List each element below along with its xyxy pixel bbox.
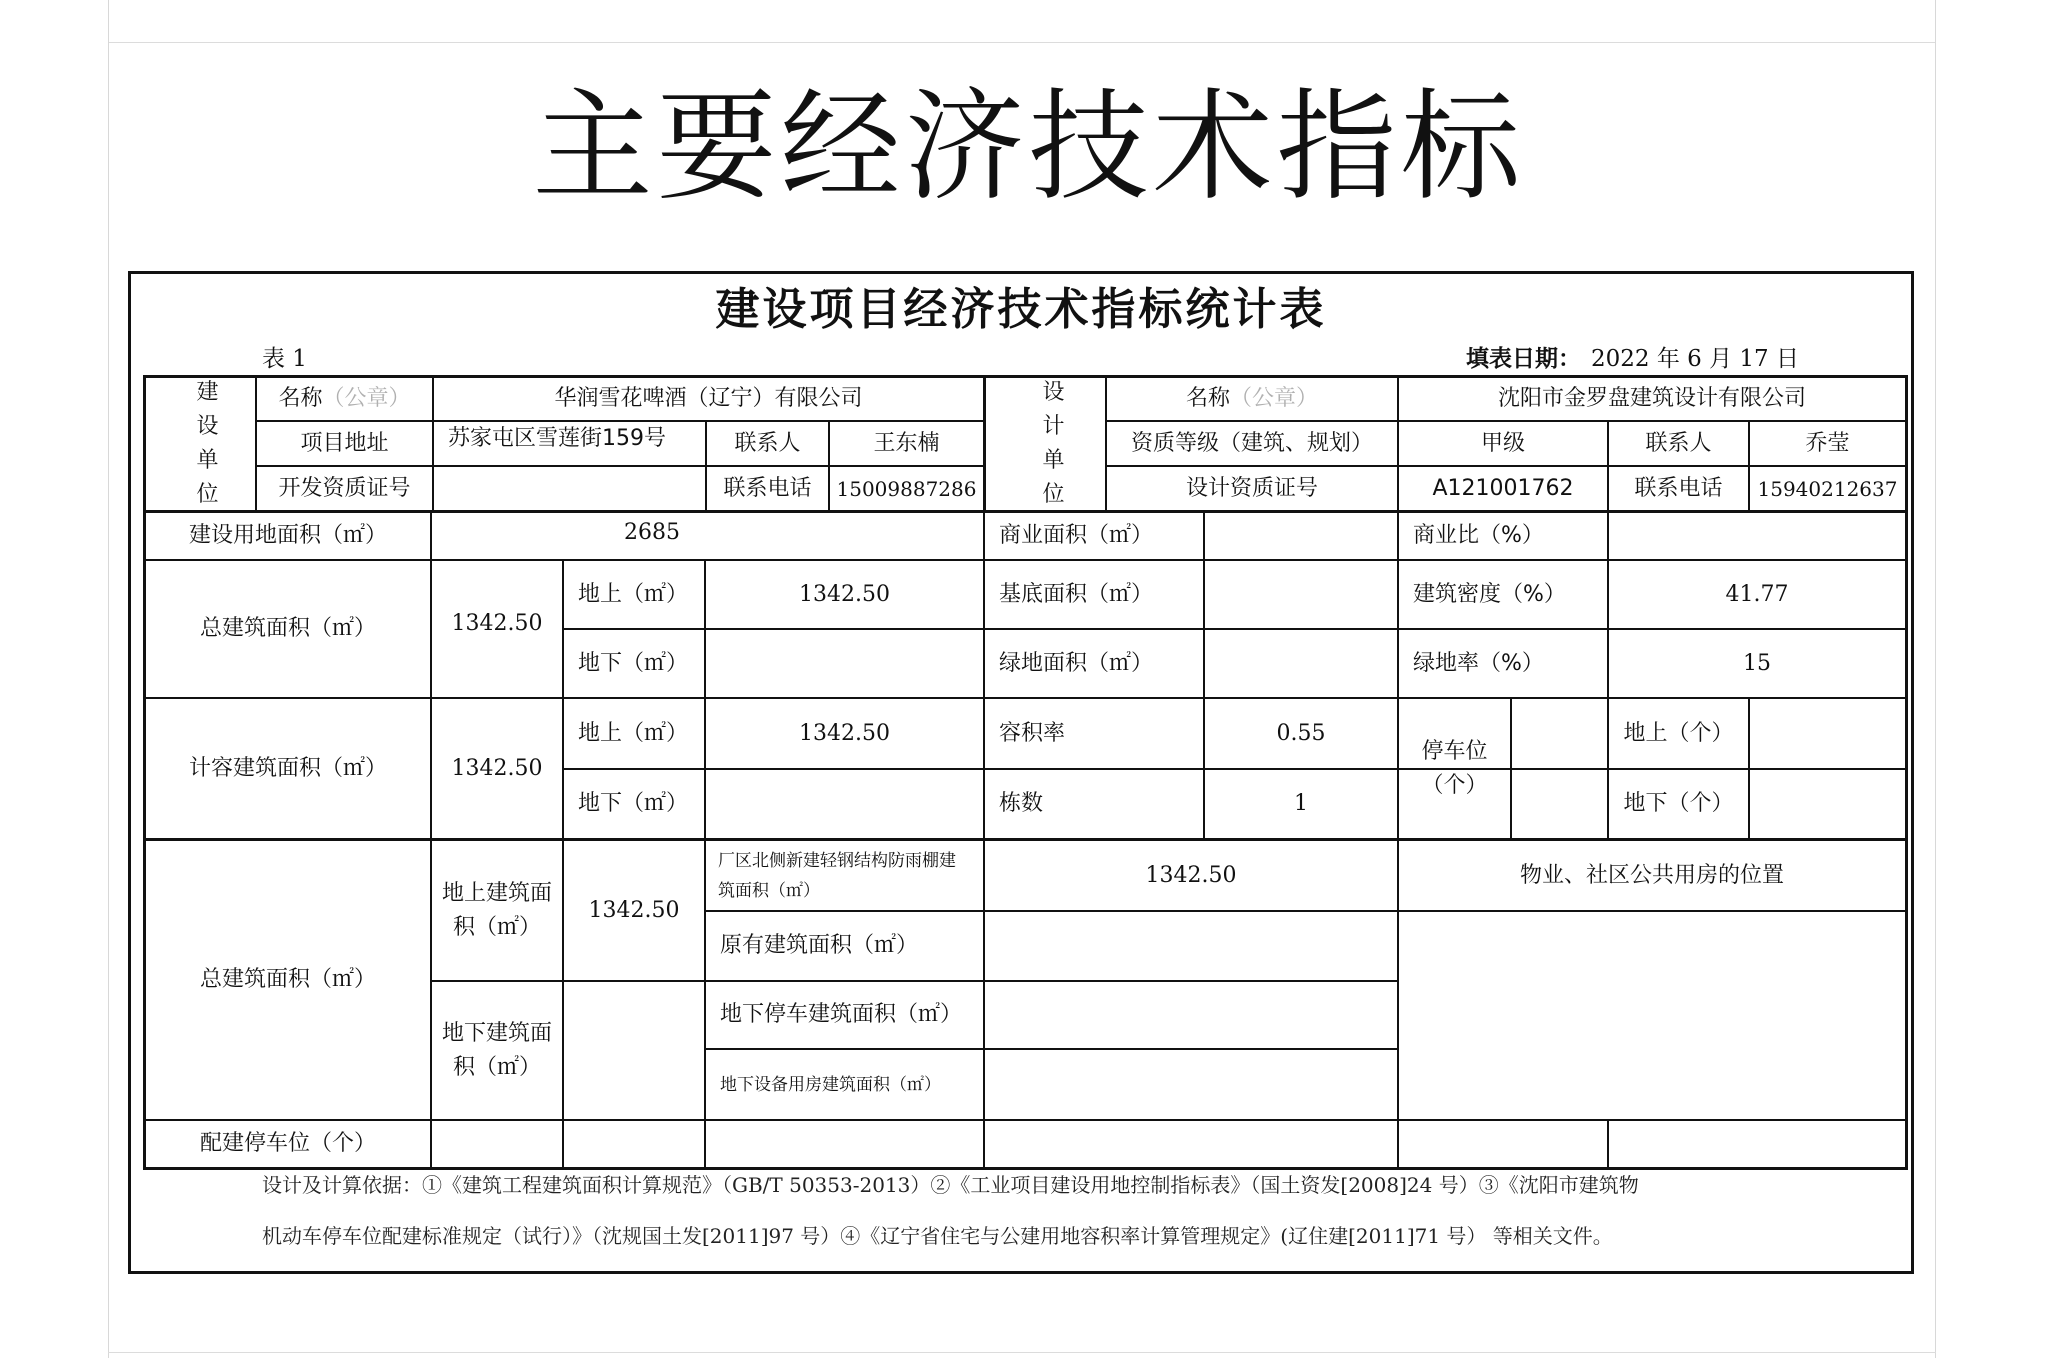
design-phone-label: 联系电话 bbox=[1634, 475, 1723, 501]
construction-address-label: 项目地址 bbox=[300, 430, 389, 456]
design-cert-label: 设计资质证号 bbox=[1185, 475, 1318, 501]
underground-equipment-area-label: 地下设备用房建筑面积（㎡） bbox=[720, 1074, 941, 1095]
design-contact-value: 乔莹 bbox=[1805, 430, 1850, 456]
total-area-label: 总建筑面积（㎡） bbox=[199, 616, 376, 641]
design-contact-label: 联系人 bbox=[1645, 430, 1712, 456]
fill-date-label: 填表日期： bbox=[1466, 346, 1581, 372]
total-area-value: 1342.50 bbox=[451, 611, 543, 636]
green-area-label: 绿地面积（㎡） bbox=[999, 650, 1154, 676]
parking-spaces-label: 配建停车位（个） bbox=[199, 1131, 376, 1156]
density-label: 建筑密度（%） bbox=[1413, 581, 1566, 607]
commercial-ratio-label: 商业比（%） bbox=[1413, 523, 1544, 548]
fill-date bbox=[1466, 340, 1799, 373]
far-label: 容积率 bbox=[999, 720, 1066, 746]
design-grade-label: 资质等级（建筑、规划） bbox=[1130, 430, 1373, 456]
construction-phone-label: 联系电话 bbox=[723, 475, 812, 501]
breakdown-total-label: 总建筑面积（㎡） bbox=[199, 967, 376, 992]
construction-name-label-text: 名称 bbox=[278, 385, 323, 411]
green-ratio-label: 绿地率（%） bbox=[1413, 650, 1544, 676]
construction-name-value: 华润雪花啤酒（辽宁）有限公司 bbox=[554, 385, 863, 411]
far-above-value: 1342.50 bbox=[799, 720, 890, 746]
total-above-label: 地上（㎡） bbox=[578, 581, 689, 607]
page-title: 主要经济技术指标 bbox=[532, 78, 1525, 217]
form-title: 建设项目经济技术指标统计表 bbox=[715, 284, 1327, 335]
grid-v bbox=[1748, 697, 1750, 840]
base-area-label: 基底面积（㎡） bbox=[999, 581, 1154, 607]
parking-below-label: 地下（个） bbox=[1623, 791, 1734, 816]
far-area-value: 1342.50 bbox=[451, 755, 543, 781]
footer-basis-line-1: 设计及计算依据：①《建筑工程建筑面积计算规范》（GB/T 50353-2013）②《工业项目建设用地控制指标表》（国土资发[2008]24 号）③《沈阳市建筑物 bbox=[262, 1173, 1639, 1197]
buildings-value: 1 bbox=[1294, 791, 1308, 816]
design-name-label-text: 名称 bbox=[1185, 385, 1230, 411]
shed-area-value: 1342.50 bbox=[1145, 862, 1237, 888]
far-value: 0.55 bbox=[1276, 720, 1326, 746]
parking-above-label: 地上（个） bbox=[1623, 720, 1734, 746]
unit-divider bbox=[983, 375, 986, 512]
underground-parking-area-label: 地下停车建筑面积（㎡） bbox=[720, 1002, 963, 1027]
density-value: 41.77 bbox=[1725, 581, 1789, 607]
above-ground-area-value: 1342.50 bbox=[588, 897, 680, 923]
construction-contact-label: 联系人 bbox=[734, 430, 801, 456]
shed-area-label: 厂区北侧新建轻钢结构防雨棚建筑面积（㎡） bbox=[718, 850, 956, 901]
construction-name-label bbox=[257, 377, 432, 420]
table-number: 表 1 bbox=[262, 346, 307, 372]
property-location-label: 物业、社区公共用房的位置 bbox=[1519, 862, 1784, 888]
construction-phone-value: 15009887286 bbox=[836, 476, 977, 501]
commercial-area-label: 商业面积（㎡） bbox=[999, 523, 1154, 548]
construction-unit-label: 建设单位 bbox=[196, 379, 219, 507]
land-area-value: 2685 bbox=[624, 520, 680, 545]
parking-label: 停车位（个） bbox=[1421, 738, 1488, 798]
green-ratio-value: 15 bbox=[1743, 650, 1771, 676]
table-border-right bbox=[1905, 375, 1908, 1170]
construction-seal-note: （公章） bbox=[322, 385, 411, 411]
buildings-label: 栋数 bbox=[999, 791, 1044, 816]
construction-cert-label: 开发资质证号 bbox=[278, 475, 411, 501]
below-ground-area-label: 地下建筑面积（㎡） bbox=[442, 1020, 553, 1080]
fill-date-value: 2022 年 6 月 17 日 bbox=[1591, 346, 1799, 372]
design-name-value: 沈阳市金罗盘建筑设计有限公司 bbox=[1497, 385, 1806, 411]
design-grade-value: 甲级 bbox=[1480, 430, 1525, 456]
construction-contact-value: 王东楠 bbox=[873, 430, 940, 456]
design-name-label bbox=[1107, 377, 1397, 420]
above-ground-area-label: 地上建筑面积（㎡） bbox=[442, 880, 553, 940]
page-edge-bottom bbox=[108, 1352, 1936, 1353]
grid-v bbox=[1510, 697, 1512, 840]
far-below-label: 地下（㎡） bbox=[578, 791, 689, 816]
page-edge-top bbox=[108, 42, 1936, 43]
grid-v bbox=[1607, 1119, 1609, 1169]
footer-basis-line-2: 机动车停车位配建标准规定（试行）》（沈规国土发[2011]97 号）④《辽宁省住宅与公建用地容积率计算管理规定》(辽住建[2011]71 号） 等相关文件。 bbox=[262, 1224, 1613, 1248]
existing-area-label: 原有建筑面积（㎡） bbox=[720, 933, 919, 958]
total-below-label: 地下（㎡） bbox=[578, 650, 689, 676]
construction-address-value: 苏家屯区雪莲街159号 bbox=[448, 426, 666, 451]
far-above-label: 地上（㎡） bbox=[578, 720, 689, 746]
design-phone-value: 15940212637 bbox=[1757, 476, 1898, 501]
design-cert-value: A121001762 bbox=[1432, 475, 1574, 501]
design-seal-note: （公章） bbox=[1230, 385, 1319, 411]
design-unit-label: 设计单位 bbox=[1042, 379, 1065, 507]
total-above-value: 1342.50 bbox=[799, 581, 890, 607]
far-area-label: 计容建筑面积（㎡） bbox=[188, 755, 387, 781]
land-area-label: 建设用地面积（㎡） bbox=[188, 523, 387, 548]
